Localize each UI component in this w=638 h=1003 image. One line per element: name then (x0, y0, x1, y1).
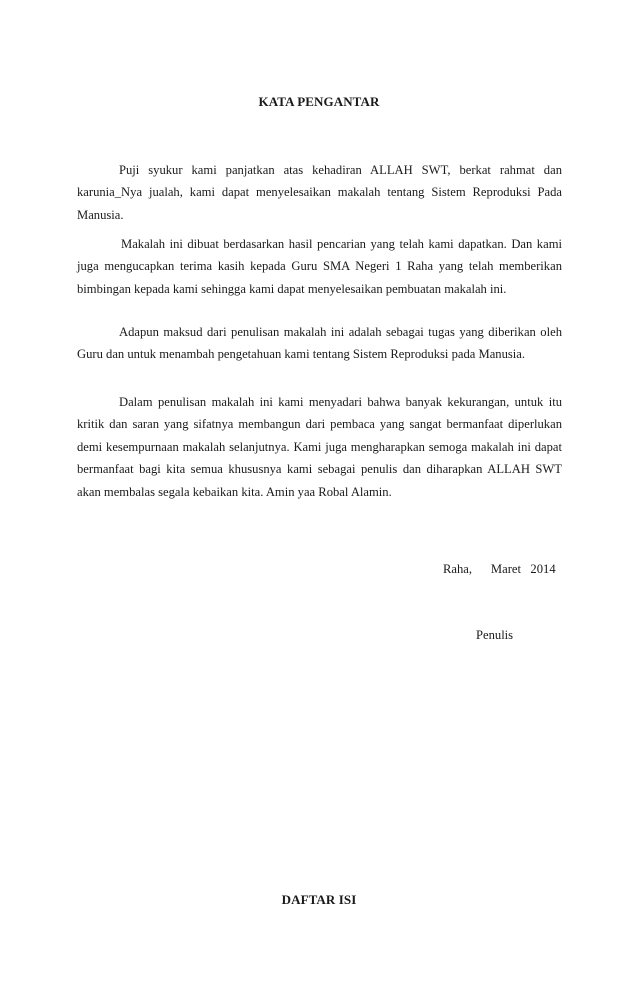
paragraph-block-3 (77, 321, 562, 366)
signature-place-date: Raha, Maret 2014 (443, 562, 556, 576)
signature-name: Penulis (476, 628, 514, 642)
paragraph-block-1 (77, 159, 562, 226)
paragraph-3: Adapun maksud dari penulisan makalah ini adalah sebagai tugas yang diberikan oleh Guru dan untuk menambah pengetahuan kami tentang Sistem Reproduksi pada Manusia. (77, 325, 562, 362)
paragraph-block-4 (77, 391, 562, 503)
paragraph-2: Makalah ini dibuat berdasarkan hasil pencarian yang telah kami dapatkan. Dan kami juga mengucapkan terima kasih kepada Guru SMA Negeri 1 Raha yang telah memberikan bimbingan kepada kami sehingga kami dapat menyelesaikan pembuatan makalah ini. (77, 237, 562, 296)
page-title: KATA PENGANTAR (258, 94, 380, 109)
paragraph-4: Dalam penulisan makalah ini kami menyadari bahwa banyak kekurangan, untuk itu kritik dan saran yang sifatnya membangun dari pembaca yang sangat bermanfaat diperlukan demi kesempurnaan makalah selanjutnya. Kami juga mengharapkan semoga makalah ini dapat bermanfaat bagi kita semua khususnya kami sebagai penulis dan diharapkan ALLAH SWT akan membalas segala kebaikan kita. Amin yaa Robal Alamin. (77, 395, 562, 499)
next-section-title: DAFTAR ISI (281, 892, 357, 907)
paragraph-1: Puji syukur kami panjatkan atas kehadiran ALLAH SWT, berkat rahmat dan karunia_Nya jualah, kami dapat menyelesaikan makalah tentang Sistem Reproduksi Pada Manusia. (77, 163, 562, 222)
paragraph-block-2 (77, 233, 562, 300)
